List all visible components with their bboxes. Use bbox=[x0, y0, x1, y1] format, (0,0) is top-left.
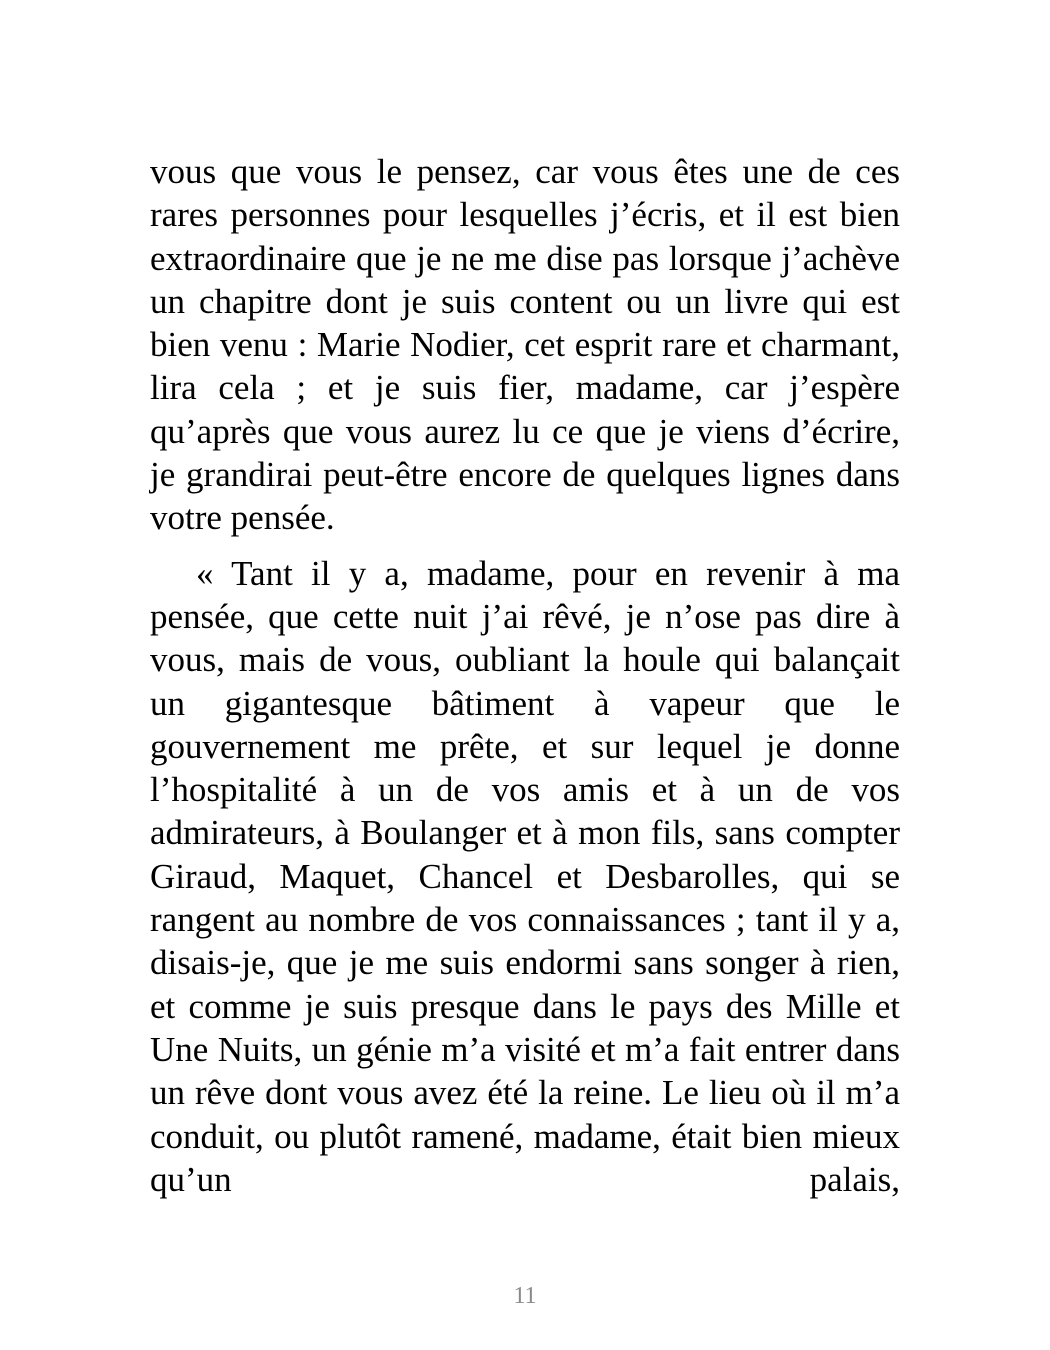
page-number: 11 bbox=[513, 1283, 537, 1309]
paragraph-continuation: vous que vous le pensez, car vous êtes une de ces rares personnes pour lesquelles j’écris, et il est bien extraordinaire que je ne me dise pas lorsque j’achève un chapitre dont je suis content ou un livre qui est bien venu : Marie Nodier, cet esprit rare et charmant, lira cela ; et je suis fier, madame, car j’espère qu’après que vous aurez lu ce que je viens d’écrire, je grandirai peut-être encore de quelques lignes dans votre pensée. bbox=[150, 152, 900, 538]
body-text bbox=[150, 150, 900, 1201]
paragraph-dream: « Tant il y a, madame, pour en revenir à ma pensée, que cette nuit j’ai rêvé, je n’ose pas dire à vous, mais de vous, oubliant la houle qui balançait un gigantesque bâtiment à vapeur que le gouvernement me prête, et sur lequel je donne l’hospitalité à un de vos amis et à un de vos admirateurs, à Boulanger et à mon fils, sans compter Giraud, Maquet, Chancel et Desbarolles, qui se rangent au nombre de vos connaissances ; tant il y a, disais-je, que je me suis endormi sans songer à rien, et comme je suis presque dans le pays des Mille et Une Nuits, un génie m’a visité et m’a fait entrer dans un rêve dont vous avez été la reine. Le lieu où il m’a conduit, ou plutôt ramené, madame, était bien mieux qu’un palais, bbox=[150, 553, 900, 1199]
